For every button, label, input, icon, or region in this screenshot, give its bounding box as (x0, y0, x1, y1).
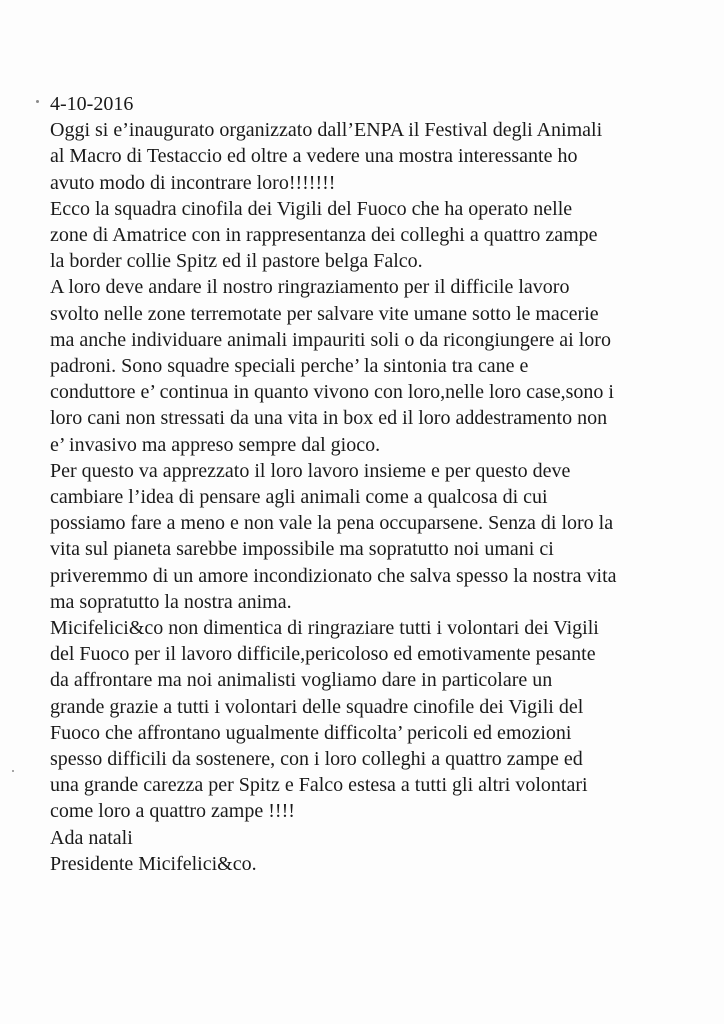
letter-line: come loro a quattro zampe !!!! (50, 800, 295, 823)
letter-date: 4-10-2016 (50, 93, 134, 115)
letter-line: loro cani non stressati da una vita in box ed il loro addestramento non (50, 407, 608, 430)
letter-line: spesso difficili da sostenere, con i loro colleghi a quattro zampe ed (50, 748, 583, 771)
letter-line: Fuoco che affrontano ugualmente difficolta’ pericoli ed emozioni (50, 721, 572, 744)
letter-line: al Macro di Testaccio ed oltre a vedere una mostra interessante ho (50, 145, 578, 168)
letter-line: Per questo va apprezzato il loro lavoro insieme e per questo deve (50, 459, 571, 482)
scan-speck (12, 770, 14, 772)
letter-line: ma sopratutto la nostra anima. (50, 590, 292, 613)
letter-line: possiamo fare a meno e non vale la pena occuparsene. Senza di loro la (50, 512, 614, 535)
letter-line: conduttore e’ continua in quanto vivono con loro,nelle loro case,sono i (50, 381, 614, 404)
letter-line: A loro deve andare il nostro ringraziamento per il difficile lavoro (50, 276, 570, 299)
letter-line: svolto nelle zone terremotate per salvare vite umane sotto le macerie (50, 302, 599, 325)
letter-line: padroni. Sono squadre speciali perche’ la sintonia tra cane e (50, 355, 529, 378)
letter-line: Micifelici&co non dimentica di ringraziare tutti i volontari dei Vigili (50, 617, 599, 640)
scan-speck (36, 100, 39, 103)
letter-line: una grande carezza per Spitz e Falco estesa a tutti gli altri volontari (50, 774, 588, 797)
letter-line: da affrontare ma noi animalisti vogliamo dare in particolare un (50, 669, 553, 692)
letter-line: cambiare l’idea di pensare agli animali come a qualcosa di cui (50, 486, 548, 509)
letter-line: Ecco la squadra cinofila dei Vigili del Fuoco che ha operato nelle (50, 197, 573, 220)
letter-line: ma anche individuare animali impauriti soli o da ricongiungere ai loro (50, 328, 611, 351)
letter-line: zone di Amatrice con in rappresentanza dei colleghi a quattro zampe (50, 224, 598, 247)
letter-line: del Fuoco per il lavoro difficile,pericoloso ed emotivamente pesante (50, 643, 596, 666)
letter-line: priveremmo di un amore incondizionato che salva spesso la nostra vita (50, 564, 617, 587)
signature-name: Ada natali (50, 826, 133, 849)
letter-line: vita sul pianeta sarebbe impossibile ma sopratutto noi umani ci (50, 538, 554, 561)
letter-line: e’ invasivo ma appreso sempre dal gioco. (50, 433, 381, 456)
letter-line: grande grazie a tutti i volontari delle squadre cinofile dei Vigili del (50, 695, 584, 718)
letter-line: Oggi si e’inaugurato organizzato dall’ENPA il Festival degli Animali (50, 119, 603, 142)
signature-title: Presidente Micifelici&co. (50, 852, 257, 875)
letter-body (50, 91, 710, 877)
letter-line: avuto modo di incontrare loro!!!!!!! (50, 171, 336, 194)
letter-line: la border collie Spitz ed il pastore belga Falco. (50, 250, 423, 273)
